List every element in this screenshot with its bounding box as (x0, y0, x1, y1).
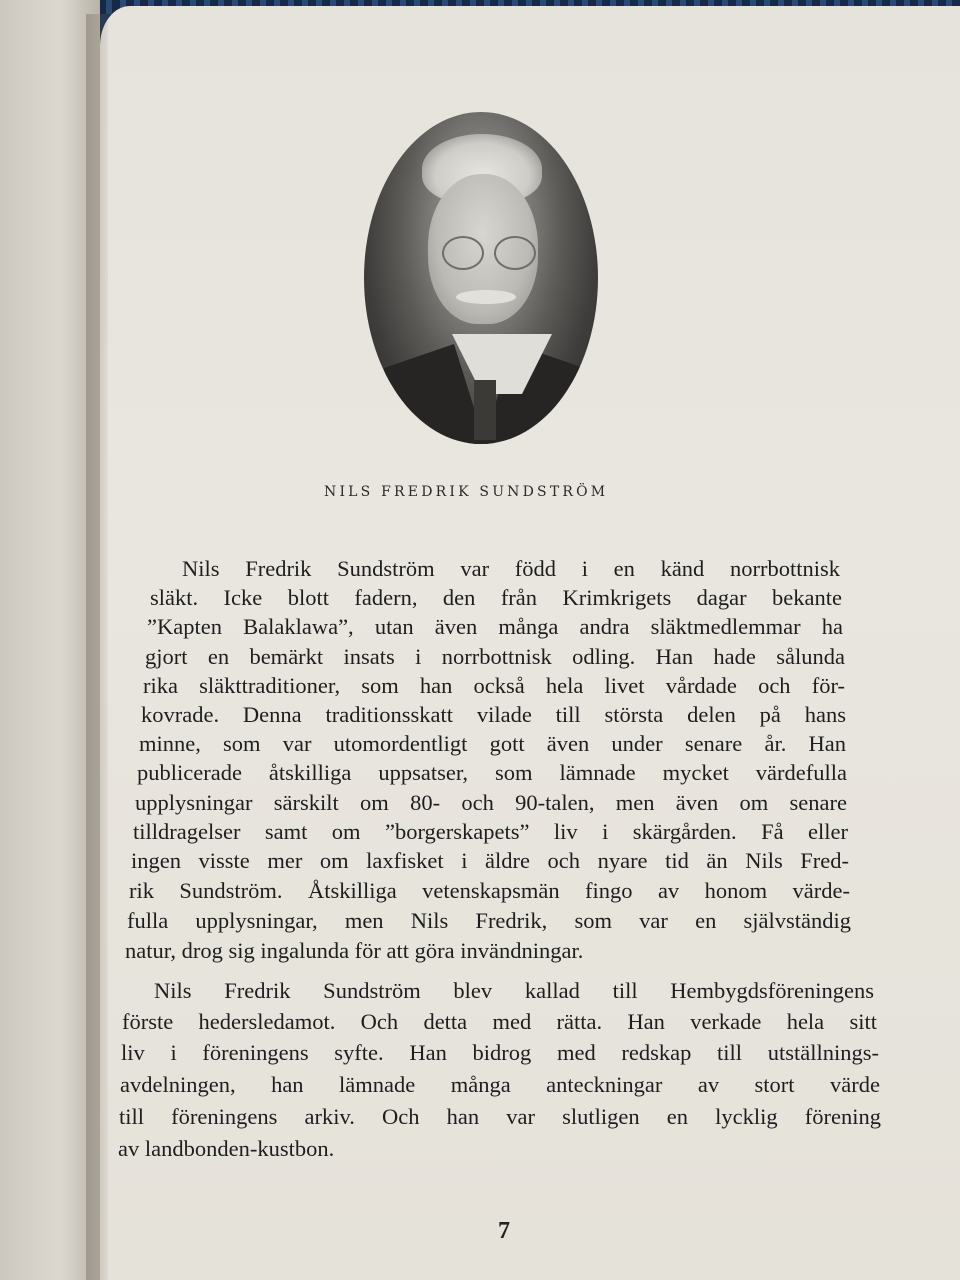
portrait-photo (364, 112, 598, 444)
text-line: gjort en bemärkt insats i norrbottnisk odling. Han hade sålunda (145, 644, 845, 669)
portrait-caption: NILS FREDRIK SUNDSTRÖM (324, 484, 609, 500)
glasses-right-lens (494, 236, 536, 270)
text-line: släkt. Icke blott fadern, den från Krimkrigets dagar bekante (150, 585, 842, 610)
text-line: Nils Fredrik Sundström var född i en känd norrbottnisk (182, 556, 840, 581)
text-line: fulla upplysningar, men Nils Fredrik, som var en självständig (127, 908, 851, 933)
text-line: till föreningens arkiv. Och han var slutligen en lycklig förening (119, 1104, 881, 1129)
text-line: rik Sundström. Åtskilliga vetenskapsmän fingo av honom värde- (129, 878, 850, 903)
glasses-left-lens (442, 236, 484, 270)
text-line: avdelningen, han lämnade många anteckningar av stort värde (120, 1072, 880, 1097)
text-line: minne, som var utomordentligt gott även under senare år. Han (139, 731, 846, 756)
left-page-edge (0, 0, 100, 1280)
text-line: förste hedersledamot. Och detta med rätta. Han verkade hela sitt (122, 1009, 877, 1034)
text-line: liv i föreningens syfte. Han bidrog med redskap till utställnings- (121, 1040, 879, 1065)
page-number: 7 (498, 1218, 510, 1244)
text-line: rika släkttraditioner, som han också hela livet vårdade och för- (143, 673, 845, 698)
text-line: Nils Fredrik Sundström blev kallad till Hembygdsföreningens (154, 978, 874, 1003)
text-line: kovrade. Denna traditionsskatt vilade till största delen på hans (141, 702, 846, 727)
text-line: av landbonden-kustbon. (118, 1136, 335, 1161)
text-line: tilldragelser samt om ”borgerskapets” liv i skärgården. Få eller (133, 819, 848, 844)
portrait-moustache (456, 290, 516, 304)
text-line: natur, drog sig ingalunda för att göra invändningar. (125, 938, 584, 963)
text-line: ”Kapten Balaklawa”, utan även många andra släktmedlemmar ha (147, 614, 843, 639)
text-line: publicerade åtskilliga uppsatser, som lämnade mycket värdefulla (137, 760, 847, 785)
text-line: upplysningar särskilt om 80- och 90-talen, men även om senare (135, 790, 847, 815)
book-gutter (86, 14, 108, 1280)
text-line: ingen visste mer om laxfisket i äldre och nyare tid än Nils Fred- (131, 848, 849, 873)
portrait-tie (474, 380, 496, 440)
